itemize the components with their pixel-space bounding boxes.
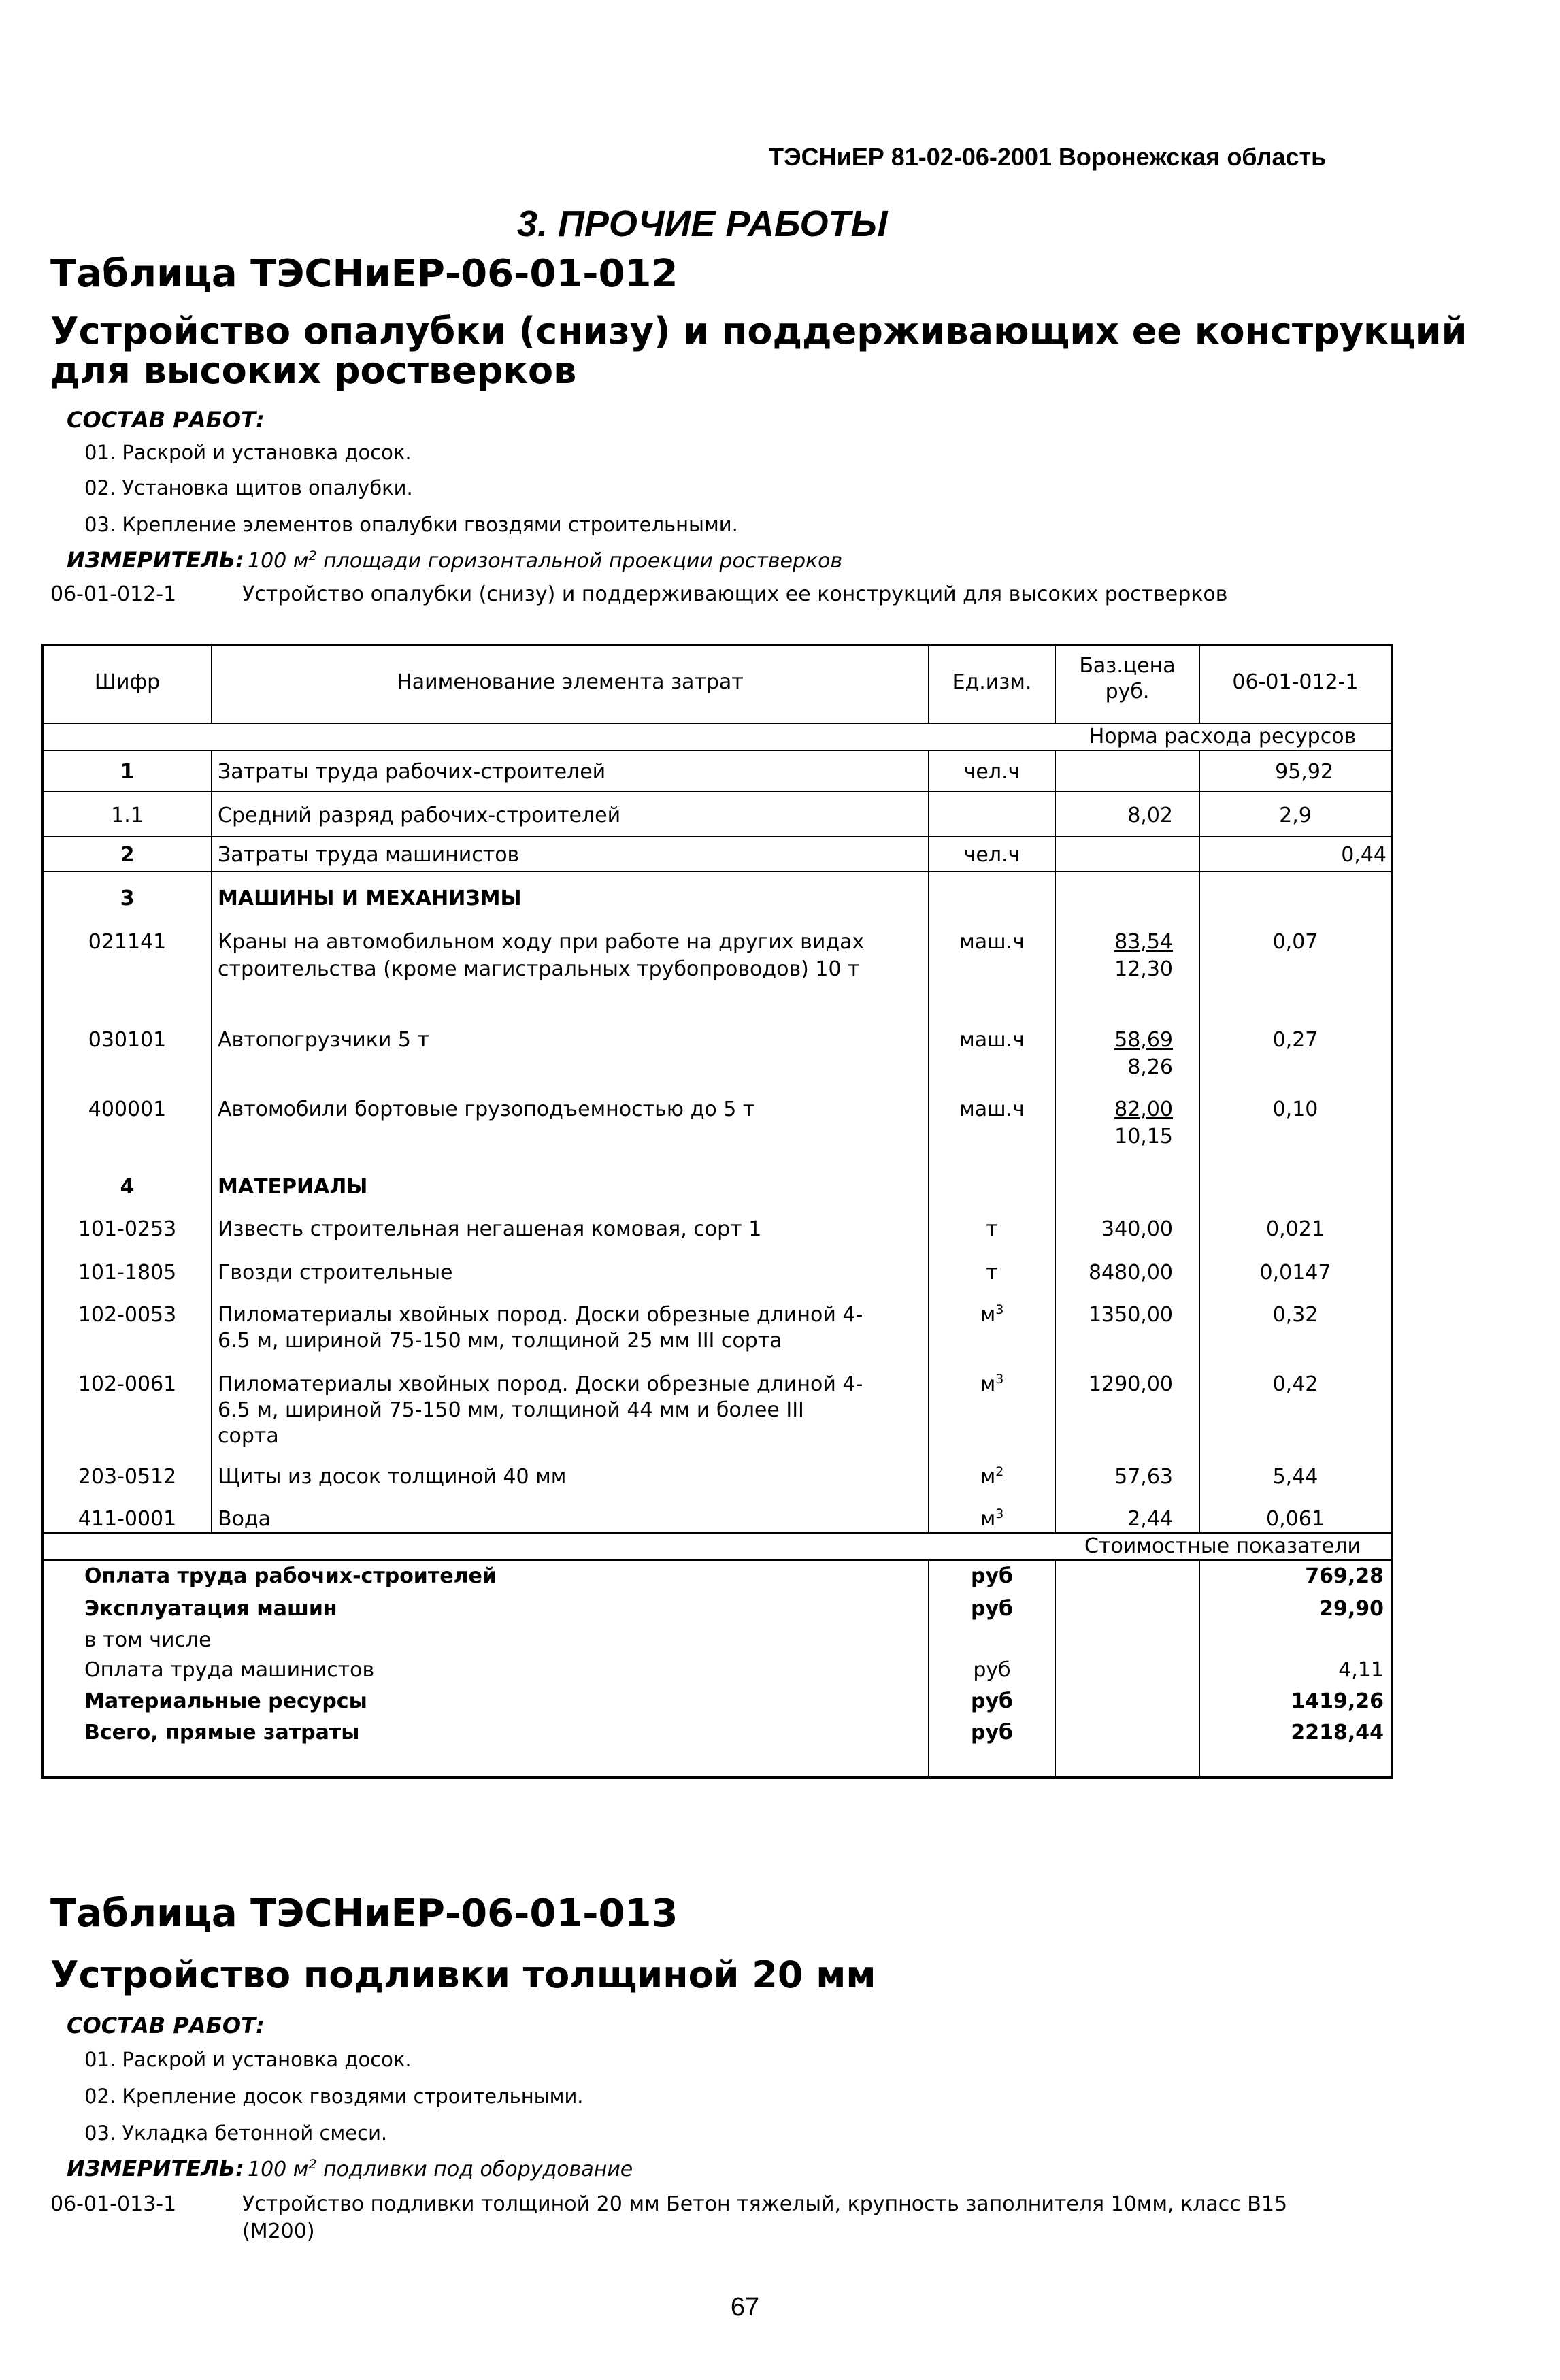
- cost-row-unit: руб: [971, 1597, 1013, 1621]
- table-row-unit: маш.ч: [959, 1028, 1025, 1052]
- table-row-price: 1350,00: [1088, 1303, 1173, 1327]
- table-row-code: 3: [120, 887, 135, 910]
- cost-row-name: в том числе: [84, 1628, 212, 1652]
- table-row-code: 411-0001: [78, 1507, 177, 1531]
- table-row-price: 57,63: [1114, 1465, 1173, 1489]
- work-item: 02. Крепление досок гвоздями строительными.: [84, 2085, 584, 2108]
- norm-section-header: Норма расхода ресурсов: [1089, 725, 1357, 748]
- unit-label: ИЗМЕРИТЕЛЬ:: [67, 547, 244, 573]
- cost-row-unit: руб: [973, 1658, 1011, 1682]
- cost-row-name: Оплата труда машинистов: [84, 1658, 375, 1682]
- table-row-price-secondary: 8,26: [1127, 1055, 1173, 1079]
- table-row-unit: $м^2$: [980, 1464, 1004, 1489]
- table-row-name: Щиты из досок толщиной 40 мм: [218, 1465, 567, 1489]
- table-subtitle-line-2: для высоких ростверков: [50, 349, 577, 392]
- table-row-norm: 95,92: [1275, 760, 1333, 784]
- table-row-norm: 0,07: [1272, 930, 1318, 954]
- table-row-name: Автопогрузчики 5 т: [218, 1028, 429, 1052]
- table-row-name: Затраты труда рабочих-строителей: [218, 760, 606, 784]
- table-row-unit: $м^3$: [980, 1506, 1004, 1531]
- column-header-unit: Ед.изм.: [952, 670, 1032, 694]
- cost-row-name: Материальные ресурсы: [84, 1689, 367, 1713]
- table-title: Таблица ТЭСНиЕР-06-01-012: [50, 252, 678, 296]
- norm-code: 06-01-013-1: [50, 2192, 177, 2216]
- table-row-price: 83,54: [1114, 930, 1173, 954]
- table-row-unit: $м^3$: [980, 1302, 1004, 1327]
- table-row-norm: 2,9: [1279, 804, 1312, 827]
- table-row-price: 58,69: [1114, 1028, 1173, 1052]
- table-row-norm: 0,44: [1341, 843, 1387, 867]
- cost-row-value: 1419,26: [1291, 1689, 1384, 1713]
- table-row-code: 021141: [88, 930, 167, 954]
- table-row-norm: 5,44: [1272, 1465, 1318, 1489]
- cost-row-value: 769,28: [1305, 1564, 1384, 1588]
- cost-row-name: Эксплуатация машин: [84, 1597, 337, 1621]
- table-row-norm: 0,10: [1272, 1097, 1318, 1121]
- table-row-name: Автомобили бортовые грузоподъемностью до 5 т: [218, 1097, 755, 1121]
- table-row-code: 400001: [88, 1097, 167, 1121]
- table-row-name: Краны на автомобильном ходу при работе на других видах: [218, 930, 865, 954]
- table-row-name: Затраты труда машинистов: [218, 843, 520, 867]
- table-row-name: 6.5 м, шириной 75-150 мм, толщиной 25 мм III сорта: [218, 1329, 782, 1353]
- table-row-unit: т: [986, 1261, 998, 1285]
- table-row-price: 8,02: [1127, 804, 1173, 827]
- document-reference: ТЭСНиЕР 81-02-06-2001 Воронежская область: [769, 143, 1327, 171]
- work-item: 03. Укладка бетонной смеси.: [84, 2121, 388, 2145]
- table-row-code: 030101: [88, 1028, 167, 1052]
- table-row-code: 1.1: [111, 804, 144, 827]
- works-label: СОСТАВ РАБОТ:: [67, 2013, 265, 2038]
- table-row-norm: 0,42: [1272, 1372, 1318, 1396]
- table-row-unit: $м^3$: [980, 1372, 1004, 1396]
- table-row-name: Известь строительная негашеная комовая, сорт 1: [218, 1217, 762, 1241]
- cost-row-name: Всего, прямые затраты: [84, 1721, 360, 1745]
- cost-row-value: 4,11: [1338, 1658, 1384, 1682]
- table-row-code: 2: [120, 843, 135, 867]
- table-row-code: 102-0053: [78, 1303, 177, 1327]
- table-row-name: сорта: [218, 1424, 279, 1448]
- table-row-name: Вода: [218, 1507, 271, 1531]
- page-number: 67: [730, 2293, 760, 2321]
- work-item: 01. Раскрой и установка досок.: [84, 2048, 412, 2071]
- table-row-name: МАШИНЫ И МЕХАНИЗМЫ: [218, 887, 522, 910]
- table-row-code: 101-1805: [78, 1261, 177, 1285]
- table-row-unit: чел.ч: [963, 760, 1020, 784]
- table-row-name: Гвозди строительные: [218, 1261, 453, 1285]
- table-row-code: 4: [120, 1175, 135, 1199]
- table-subtitle: Устройство подливки толщиной 20 мм: [50, 1953, 876, 1996]
- table-row-code: 1: [120, 760, 135, 784]
- table-row-name: строительства (кроме магистральных трубопроводов) 10 т: [218, 957, 860, 981]
- table-row-norm: 0,061: [1266, 1507, 1325, 1531]
- cost-row-unit: руб: [971, 1689, 1013, 1713]
- column-header-code: Шифр: [94, 670, 161, 694]
- cost-row-value: 2218,44: [1291, 1721, 1384, 1745]
- table-row-price: 340,00: [1101, 1217, 1173, 1241]
- norm-description: Устройство опалубки (снизу) и поддерживающих ее конструкций для высоких ростверков: [242, 582, 1228, 606]
- column-header-price-unit: руб.: [1105, 680, 1150, 704]
- column-header-norm: 06-01-012-1: [1232, 670, 1359, 694]
- unit-of-measure: [67, 547, 842, 573]
- cost-table: [41, 644, 1393, 1779]
- work-item: 02. Установка щитов опалубки.: [84, 476, 413, 499]
- table-row-code: 102-0061: [78, 1372, 177, 1396]
- table-row-name: Пиломатериалы хвойных пород. Доски обрезные длиной 4-: [218, 1303, 863, 1327]
- table-row-norm: 0,27: [1272, 1028, 1318, 1052]
- table-row-price: 1290,00: [1088, 1372, 1173, 1396]
- table-row-name: Пиломатериалы хвойных пород. Доски обрезные длиной 4-: [218, 1372, 863, 1396]
- cost-section-header: Стоимостные показатели: [1084, 1534, 1361, 1558]
- table-row-price-secondary: 10,15: [1114, 1125, 1173, 1148]
- table-row-norm: 0,0147: [1259, 1261, 1331, 1285]
- table-row-name: Средний разряд рабочих-строителей: [218, 804, 621, 827]
- unit-value: 100 $м^2$ площади горизонтальной проекции ростверков: [248, 548, 843, 573]
- table-row-code: 203-0512: [78, 1465, 177, 1489]
- cost-row-unit: руб: [971, 1564, 1013, 1588]
- work-item: 01. Раскрой и установка досок.: [84, 441, 412, 464]
- table-row-name: 6.5 м, шириной 75-150 мм, толщиной 44 мм и более III: [218, 1398, 804, 1422]
- column-header-name: Наименование элемента затрат: [397, 670, 744, 694]
- table-row-name: МАТЕРИАЛЫ: [218, 1175, 368, 1199]
- table-row-price: 8480,00: [1088, 1261, 1173, 1285]
- unit-value: 100 $м^2$ подливки под оборудование: [248, 2157, 633, 2181]
- cost-row-value: 29,90: [1319, 1597, 1384, 1621]
- unit-of-measure: [67, 2155, 633, 2181]
- norm-description: Устройство подливки толщиной 20 мм Бетон тяжелый, крупность заполнителя 10мм, класс В15: [242, 2192, 1288, 2216]
- unit-label: ИЗМЕРИТЕЛЬ:: [67, 2155, 244, 2181]
- table-row-unit: т: [986, 1217, 998, 1241]
- column-header-price: Баз.цена: [1079, 654, 1176, 678]
- works-label: СОСТАВ РАБОТ:: [67, 407, 265, 433]
- table-row-price: 82,00: [1114, 1097, 1173, 1121]
- table-title: Таблица ТЭСНиЕР-06-01-013: [50, 1891, 678, 1936]
- cost-row-unit: руб: [971, 1721, 1013, 1745]
- section-title: 3. ПРОЧИЕ РАБОТЫ: [517, 203, 888, 244]
- table-row-code: 101-0253: [78, 1217, 177, 1241]
- table-row-price-secondary: 12,30: [1114, 957, 1173, 981]
- table-subtitle-line-1: Устройство опалубки (снизу) и поддерживающих ее конструкций: [50, 310, 1467, 352]
- norm-description-continued: (М200): [242, 2219, 315, 2243]
- table-row-unit: чел.ч: [963, 843, 1020, 867]
- cost-row-name: Оплата труда рабочих-строителей: [84, 1564, 497, 1588]
- table-row-norm: 0,32: [1272, 1303, 1318, 1327]
- norm-code: 06-01-012-1: [50, 582, 177, 606]
- table-row-unit: маш.ч: [959, 930, 1025, 954]
- table-row-price: 2,44: [1127, 1507, 1173, 1531]
- table-row-unit: маш.ч: [959, 1097, 1025, 1121]
- table-row-norm: 0,021: [1266, 1217, 1325, 1241]
- work-item: 03. Крепление элементов опалубки гвоздями строительными.: [84, 513, 738, 536]
